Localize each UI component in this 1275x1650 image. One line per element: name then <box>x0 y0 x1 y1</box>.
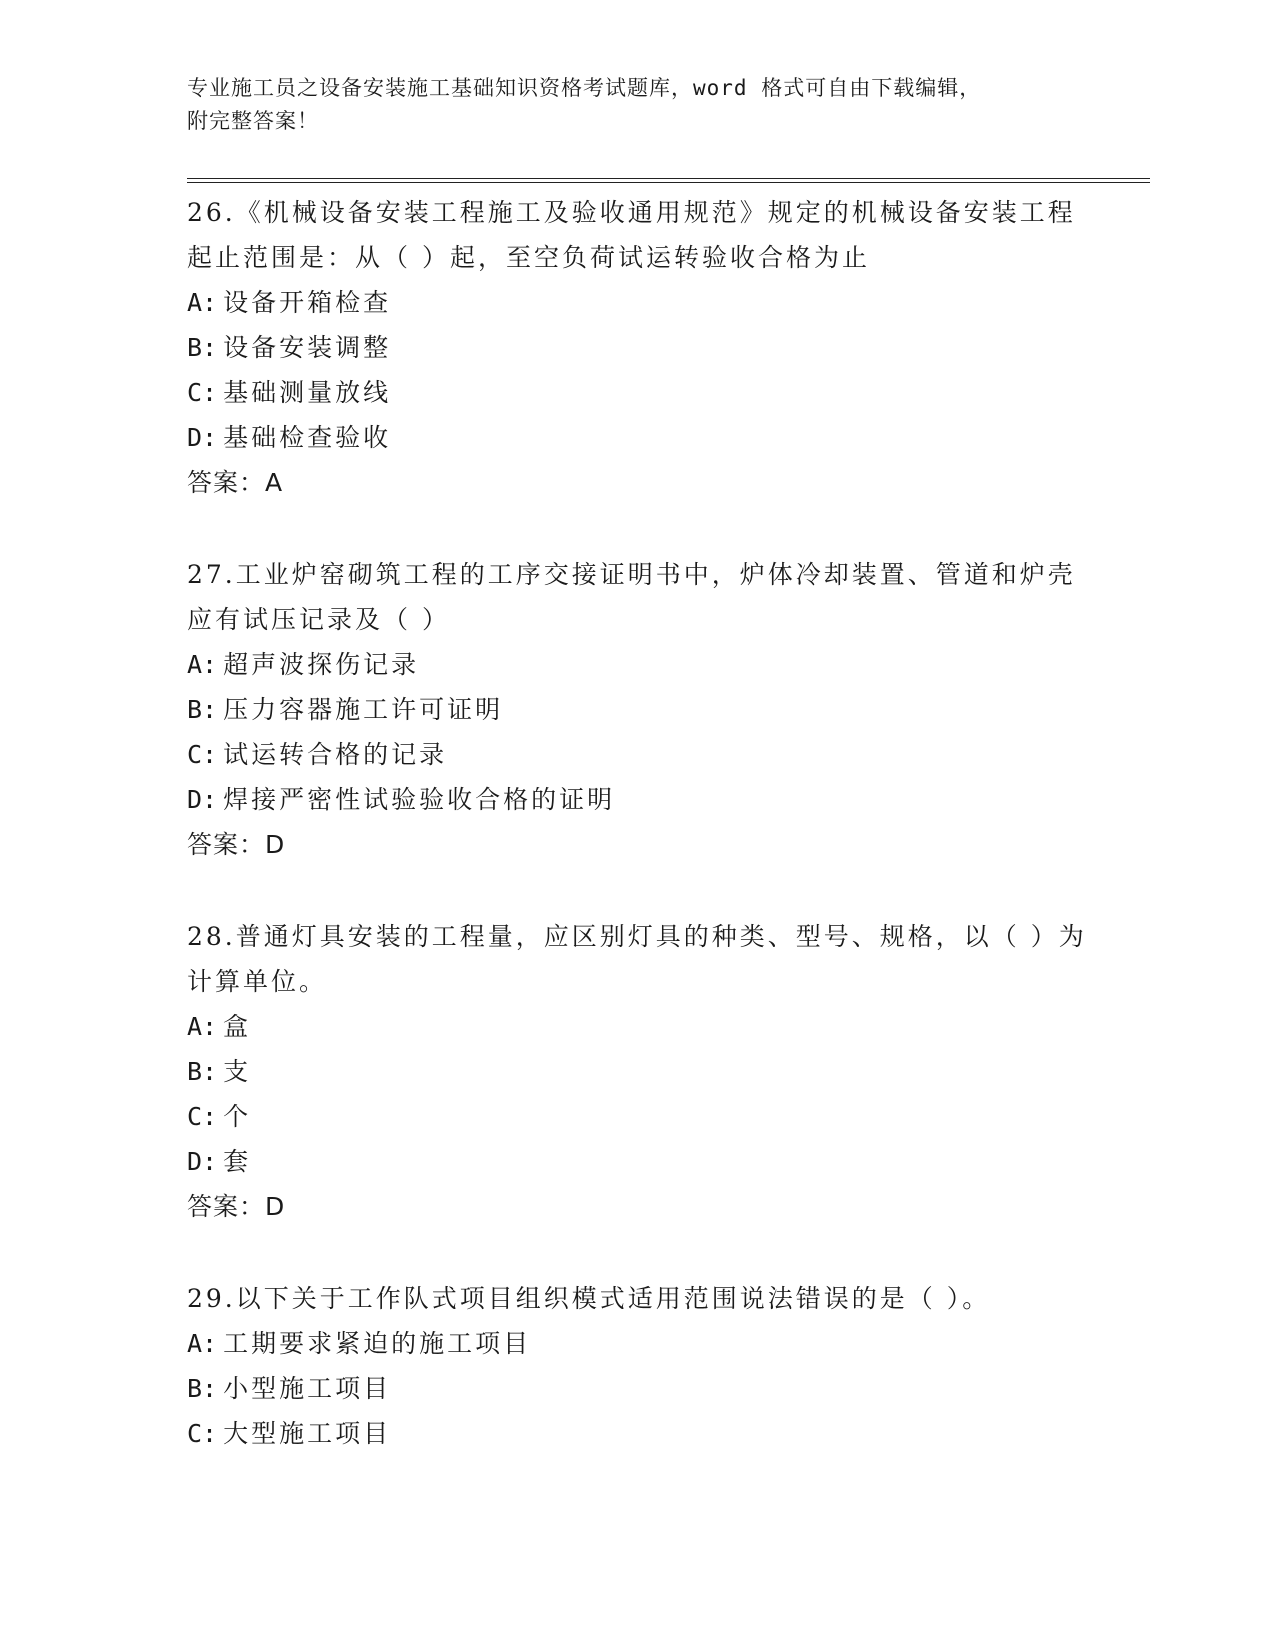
question-text: 29.以下关于工作队式项目组织模式适用范围说法错误的是（ ）。 <box>187 1284 991 1313</box>
option-b <box>187 687 1087 732</box>
option-text: 个 <box>223 1102 252 1131</box>
option-letter: B: <box>187 1374 218 1403</box>
option-a <box>187 1004 1087 1049</box>
option-b <box>187 1049 1087 1094</box>
option-text: 超声波探伤记录 <box>223 650 420 679</box>
option-text: 支 <box>223 1057 252 1086</box>
option-letter: A: <box>187 1012 218 1041</box>
option-text: 试运转合格的记录 <box>223 740 448 769</box>
option-text: 设备开箱检查 <box>223 288 392 317</box>
option-text: 工期要求紧迫的施工项目 <box>223 1329 532 1358</box>
option-text: 焊接严密性试验验收合格的证明 <box>223 785 616 814</box>
option-letter: C: <box>187 740 218 769</box>
answer-line: 答案：D <box>187 830 286 859</box>
option-letter: D: <box>187 1147 218 1176</box>
option-a <box>187 642 1087 687</box>
option-letter: D: <box>187 785 218 814</box>
option-d <box>187 415 1087 460</box>
option-letter: C: <box>187 1419 218 1448</box>
option-c <box>187 1094 1087 1139</box>
option-a <box>187 1321 1087 1366</box>
option-letter: A: <box>187 288 218 317</box>
option-b <box>187 1366 1087 1411</box>
question-text: 26.《机械设备安装工程施工及验收通用规范》规定的机械设备安装工程起止范围是：从（ ）起，至空负荷试运转验收合格为止 <box>187 198 1076 272</box>
question-27 <box>187 552 1087 867</box>
question-26 <box>187 190 1087 505</box>
document-header <box>187 72 1087 138</box>
option-text: 设备安装调整 <box>223 333 392 362</box>
option-letter: A: <box>187 1329 218 1358</box>
option-letter: B: <box>187 1057 218 1086</box>
option-c <box>187 732 1087 777</box>
option-text: 小型施工项目 <box>223 1374 392 1403</box>
option-text: 压力容器施工许可证明 <box>223 695 504 724</box>
option-letter: C: <box>187 378 218 407</box>
option-letter: A: <box>187 650 218 679</box>
question-text: 28.普通灯具安装的工程量，应区别灯具的种类、型号、规格，以（ ）为计算单位。 <box>187 922 1087 996</box>
option-text: 基础检查验收 <box>223 423 392 452</box>
option-c <box>187 1411 1087 1456</box>
option-text: 基础测量放线 <box>223 378 392 407</box>
header-line-2: 附完整答案！ <box>187 109 319 133</box>
option-text: 盒 <box>223 1012 252 1041</box>
question-text: 27.工业炉窑砌筑工程的工序交接证明书中，炉体冷却装置、管道和炉壳应有试压记录及（ ） <box>187 560 1076 634</box>
option-letter: B: <box>187 333 218 362</box>
option-letter: D: <box>187 423 218 452</box>
question-28 <box>187 914 1087 1229</box>
answer-line: 答案：D <box>187 1192 286 1221</box>
option-b <box>187 325 1087 370</box>
option-letter: C: <box>187 1102 218 1131</box>
question-29 <box>187 1276 1087 1456</box>
option-text: 套 <box>223 1147 252 1176</box>
header-divider <box>187 178 1150 183</box>
option-c <box>187 370 1087 415</box>
option-d <box>187 777 1087 822</box>
option-text: 大型施工项目 <box>223 1419 392 1448</box>
option-letter: B: <box>187 695 218 724</box>
option-d <box>187 1139 1087 1184</box>
header-line-1: 专业施工员之设备安装施工基础知识资格考试题库，word 格式可自由下载编辑， <box>187 76 982 100</box>
question-list <box>187 190 1087 1456</box>
answer-line: 答案：A <box>187 468 284 497</box>
option-a <box>187 280 1087 325</box>
